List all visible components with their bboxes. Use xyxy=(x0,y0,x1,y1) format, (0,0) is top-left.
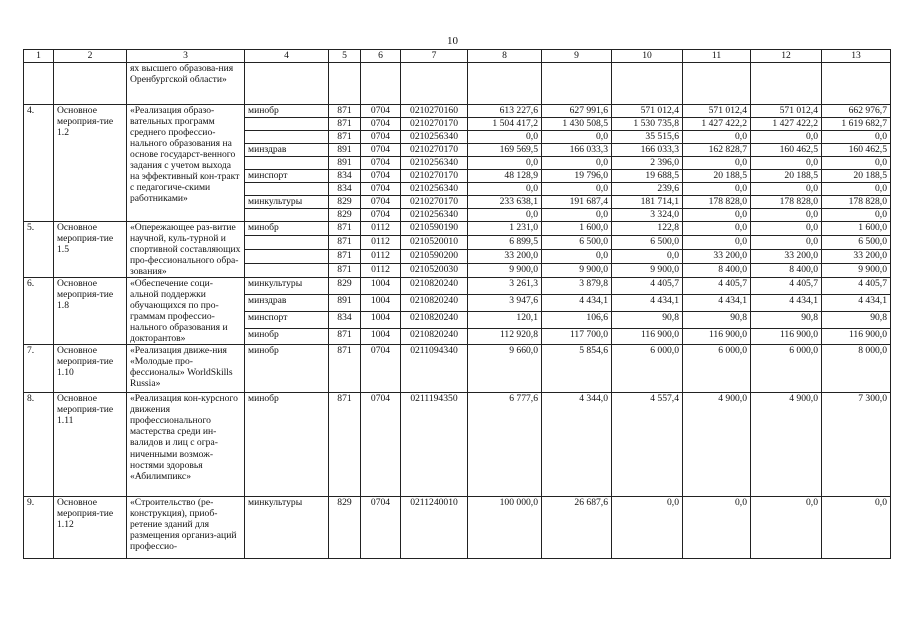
cell-value: 233 638,1 xyxy=(468,196,542,209)
cell-code: 0210820240 xyxy=(401,328,468,345)
cell-value: 0,0 xyxy=(542,183,612,196)
cell-executor xyxy=(245,209,329,222)
cell-name: «Строительство (ре-конструкция), приоб-ретение зданий для размещения организ-аций профессио- xyxy=(127,497,245,559)
cell-executor: минкультуры xyxy=(245,196,329,209)
cell-grbs: 829 xyxy=(329,278,361,295)
cell-value: 8 400,0 xyxy=(751,264,822,278)
cell-grbs: 891 xyxy=(329,157,361,170)
cell-value: 166 033,3 xyxy=(542,144,612,157)
cell-value: 1 530 735,8 xyxy=(612,118,683,131)
cell-value: 8 000,0 xyxy=(822,345,891,393)
cell-section: 0112 xyxy=(361,250,401,264)
cell-value: 0,0 xyxy=(683,157,751,170)
cell-value: 116 900,0 xyxy=(822,328,891,345)
cell-value: 4 900,0 xyxy=(683,393,751,497)
cell-no: 4. xyxy=(24,105,54,222)
cell-value: 6 899,5 xyxy=(468,236,542,250)
cell-value: 1 430 508,5 xyxy=(542,118,612,131)
cell-executor: минспорт xyxy=(245,170,329,183)
cell-value: 0,0 xyxy=(822,183,891,196)
cell-section: 0704 xyxy=(361,170,401,183)
cell-type: Основное мероприя-тие 1.10 xyxy=(54,345,127,393)
cell-executor: минобр xyxy=(245,328,329,345)
column-header: 5 xyxy=(329,50,361,63)
cell-grbs: 834 xyxy=(329,183,361,196)
cell-value: 0,0 xyxy=(683,209,751,222)
cell-name: «Опережающее раз-витие научной, куль-турной и спортивной составляющих про-фессионального обра-зования» xyxy=(127,222,245,278)
cell-grbs: 834 xyxy=(329,170,361,183)
cell-executor xyxy=(245,236,329,250)
table-row xyxy=(24,497,891,559)
cell-value: 4 405,7 xyxy=(822,278,891,295)
cell-value: 0,0 xyxy=(683,183,751,196)
cell-value: 0,0 xyxy=(468,157,542,170)
cell-grbs: 871 xyxy=(329,105,361,118)
cell-code: 0211240010 xyxy=(401,497,468,559)
cell-value: 191 687,4 xyxy=(542,196,612,209)
table-row xyxy=(24,222,891,236)
cell-value: 4 434,1 xyxy=(542,294,612,311)
cell-name: «Реализация движе-ния «Молодые про-фессионалы» WorldSkills Russia» xyxy=(127,345,245,393)
cell-section: 0704 xyxy=(361,209,401,222)
header-row xyxy=(24,50,891,63)
cell-value: 90,8 xyxy=(612,311,683,328)
cell-value: 166 033,3 xyxy=(612,144,683,157)
cell-value: 0,0 xyxy=(612,250,683,264)
cell-value: 6 000,0 xyxy=(612,345,683,393)
cell-no xyxy=(24,63,54,105)
cell-value: 0,0 xyxy=(542,157,612,170)
cell-grbs: 829 xyxy=(329,196,361,209)
cell-value: 4 434,1 xyxy=(612,294,683,311)
cell-type: Основное мероприя-тие 1.2 xyxy=(54,105,127,222)
cell-executor xyxy=(245,250,329,264)
cell-section: 0112 xyxy=(361,264,401,278)
cell-grbs: 829 xyxy=(329,497,361,559)
cell-value: 571 012,4 xyxy=(683,105,751,118)
cell-value: 160 462,5 xyxy=(822,144,891,157)
cell-value: 1 427 422,2 xyxy=(751,118,822,131)
cell-value: 1 619 682,7 xyxy=(822,118,891,131)
cell-value: 9 660,0 xyxy=(468,345,542,393)
column-header: 1 xyxy=(24,50,54,63)
cell-code: 0210256340 xyxy=(401,157,468,170)
cell-grbs: 871 xyxy=(329,222,361,236)
cell-value: 4 344,0 xyxy=(542,393,612,497)
cell-type: Основное мероприя-тие 1.12 xyxy=(54,497,127,559)
cell-grbs: 871 xyxy=(329,250,361,264)
table-row xyxy=(24,393,891,497)
cell-value: 5 854,6 xyxy=(542,345,612,393)
cell-value: 4 434,1 xyxy=(751,294,822,311)
cell-value: 0,0 xyxy=(542,250,612,264)
cell-name: ях высшего образова-ния Оренбургской области» xyxy=(127,63,245,105)
cell-grbs: 871 xyxy=(329,236,361,250)
cell-code: 0210820240 xyxy=(401,311,468,328)
cell-value: 116 900,0 xyxy=(751,328,822,345)
cell-type: Основное мероприя-тие 1.5 xyxy=(54,222,127,278)
cell-value: 116 900,0 xyxy=(683,328,751,345)
column-header: 3 xyxy=(127,50,245,63)
cell-section: 1004 xyxy=(361,294,401,311)
cell-value: 3 879,8 xyxy=(542,278,612,295)
cell-value: 0,0 xyxy=(822,131,891,144)
cell-value: 0,0 xyxy=(751,497,822,559)
cell-value: 571 012,4 xyxy=(612,105,683,118)
cell-value: 112 920,8 xyxy=(468,328,542,345)
cell-value: 0,0 xyxy=(751,209,822,222)
continuation-row xyxy=(24,63,891,105)
cell-value: 122,8 xyxy=(612,222,683,236)
cell-value: 4 557,4 xyxy=(612,393,683,497)
cell-section: 0704 xyxy=(361,196,401,209)
cell-value: 169 569,5 xyxy=(468,144,542,157)
table-row xyxy=(24,278,891,295)
cell-value: 0,0 xyxy=(751,222,822,236)
cell-section: 0112 xyxy=(361,236,401,250)
cell-value: 0,0 xyxy=(751,236,822,250)
cell-section: 0704 xyxy=(361,131,401,144)
cell-section: 0704 xyxy=(361,393,401,497)
cell-value: 6 500,0 xyxy=(542,236,612,250)
cell-value: 0,0 xyxy=(822,157,891,170)
cell-value: 9 900,0 xyxy=(612,264,683,278)
cell-value: 9 900,0 xyxy=(822,264,891,278)
cell-code: 0211094340 xyxy=(401,345,468,393)
cell-executor: минздрав xyxy=(245,294,329,311)
table-body xyxy=(24,50,891,559)
cell-code: 0210520030 xyxy=(401,264,468,278)
cell-section: 0112 xyxy=(361,222,401,236)
cell-section: 0704 xyxy=(361,345,401,393)
cell-value: 6 500,0 xyxy=(822,236,891,250)
cell-value: 33 200,0 xyxy=(751,250,822,264)
cell-value: 4 434,1 xyxy=(683,294,751,311)
column-header: 10 xyxy=(612,50,683,63)
cell-value: 0,0 xyxy=(683,131,751,144)
cell-value: 90,8 xyxy=(751,311,822,328)
cell-grbs: 891 xyxy=(329,144,361,157)
cell-value: 178 828,0 xyxy=(683,196,751,209)
cell-value: 106,6 xyxy=(542,311,612,328)
cell-grbs: 871 xyxy=(329,345,361,393)
budget-table xyxy=(23,49,891,559)
cell-value: 90,8 xyxy=(822,311,891,328)
cell-value: 6 000,0 xyxy=(683,345,751,393)
cell-value: 20 188,5 xyxy=(822,170,891,183)
cell-grbs: 871 xyxy=(329,264,361,278)
cell-grbs: 871 xyxy=(329,118,361,131)
cell-value: 4 405,7 xyxy=(751,278,822,295)
cell-code: 0210270170 xyxy=(401,118,468,131)
cell-section: 1004 xyxy=(361,278,401,295)
cell-no: 6. xyxy=(24,278,54,345)
cell-value: 627 991,6 xyxy=(542,105,612,118)
cell-value: 33 200,0 xyxy=(683,250,751,264)
cell-section: 0704 xyxy=(361,144,401,157)
cell-type: Основное мероприя-тие 1.11 xyxy=(54,393,127,497)
cell-value: 33 200,0 xyxy=(822,250,891,264)
cell-value: 178 828,0 xyxy=(822,196,891,209)
cell-section: 0704 xyxy=(361,118,401,131)
cell-code: 0210590190 xyxy=(401,222,468,236)
cell-value: 3 947,6 xyxy=(468,294,542,311)
column-header: 13 xyxy=(822,50,891,63)
cell-value: 26 687,6 xyxy=(542,497,612,559)
cell-value: 90,8 xyxy=(683,311,751,328)
cell-code: 0210256340 xyxy=(401,183,468,196)
cell-name: «Реализация кон-курсного движения профессионального мастерства среди ин-валидов и лиц с огра-ниченными возмож-ностями здоровья «Абилимпикс» xyxy=(127,393,245,497)
cell-value: 4 900,0 xyxy=(751,393,822,497)
cell-value: 0,0 xyxy=(468,183,542,196)
cell-name: «Реализация образо-вательных программ среднего профессио-нального образования на основе государст-венного задания с учетом выхода на эффективный кон-тракт с педагогиче-скими работниками» xyxy=(127,105,245,222)
column-header: 8 xyxy=(468,50,542,63)
cell-value: 613 227,6 xyxy=(468,105,542,118)
cell-executor xyxy=(245,118,329,131)
cell-section: 0704 xyxy=(361,183,401,196)
cell-value: 20 188,5 xyxy=(751,170,822,183)
cell-code: 0210820240 xyxy=(401,294,468,311)
cell-value: 0,0 xyxy=(751,157,822,170)
cell-value: 4 434,1 xyxy=(822,294,891,311)
cell-value: 35 515,6 xyxy=(612,131,683,144)
cell-value: 1 600,0 xyxy=(822,222,891,236)
cell-code: 0210256340 xyxy=(401,131,468,144)
cell-section: 1004 xyxy=(361,311,401,328)
cell-code: 0210270170 xyxy=(401,144,468,157)
cell-section: 1004 xyxy=(361,328,401,345)
cell-executor: минкультуры xyxy=(245,278,329,295)
cell-value: 160 462,5 xyxy=(751,144,822,157)
cell-value: 6 500,0 xyxy=(612,236,683,250)
cell-executor: минобр xyxy=(245,105,329,118)
table-row xyxy=(24,105,891,118)
cell-code: 0210520010 xyxy=(401,236,468,250)
cell-value: 0,0 xyxy=(468,131,542,144)
cell-code: 0210270160 xyxy=(401,105,468,118)
cell-type: Основное мероприя-тие 1.8 xyxy=(54,278,127,345)
cell-value: 33 200,0 xyxy=(468,250,542,264)
cell-value: 1 427 422,2 xyxy=(683,118,751,131)
cell-value: 3 324,0 xyxy=(612,209,683,222)
cell-code: 0210270170 xyxy=(401,196,468,209)
cell-value: 19 688,5 xyxy=(612,170,683,183)
cell-value: 48 128,9 xyxy=(468,170,542,183)
cell-value: 1 600,0 xyxy=(542,222,612,236)
column-header: 7 xyxy=(401,50,468,63)
cell-value: 4 405,7 xyxy=(683,278,751,295)
cell-section: 0704 xyxy=(361,105,401,118)
cell-value: 100 000,0 xyxy=(468,497,542,559)
cell-value: 181 714,1 xyxy=(612,196,683,209)
column-header: 9 xyxy=(542,50,612,63)
cell-value: 7 300,0 xyxy=(822,393,891,497)
cell-value: 162 828,7 xyxy=(683,144,751,157)
cell-value: 4 405,7 xyxy=(612,278,683,295)
cell-grbs: 829 xyxy=(329,209,361,222)
cell-value: 6 000,0 xyxy=(751,345,822,393)
cell-value: 20 188,5 xyxy=(683,170,751,183)
cell-value: 9 900,0 xyxy=(542,264,612,278)
cell-value: 1 504 417,2 xyxy=(468,118,542,131)
cell-value: 9 900,0 xyxy=(468,264,542,278)
cell-value: 0,0 xyxy=(468,209,542,222)
cell-value: 2 396,0 xyxy=(612,157,683,170)
cell-value: 3 261,3 xyxy=(468,278,542,295)
cell-no: 8. xyxy=(24,393,54,497)
cell-value: 0,0 xyxy=(612,497,683,559)
cell-type xyxy=(54,63,127,105)
cell-section: 0704 xyxy=(361,157,401,170)
column-header: 12 xyxy=(751,50,822,63)
cell-value: 0,0 xyxy=(542,131,612,144)
cell-executor: минкультуры xyxy=(245,497,329,559)
cell-executor: минобр xyxy=(245,222,329,236)
column-header: 4 xyxy=(245,50,329,63)
cell-value: 116 900,0 xyxy=(612,328,683,345)
cell-value: 0,0 xyxy=(542,209,612,222)
cell-name: «Обеспечение соци-альной поддержки обучающихся по про-граммам профессио-нального образования и докторантов» xyxy=(127,278,245,345)
cell-code: 0210270170 xyxy=(401,170,468,183)
cell-value: 662 976,7 xyxy=(822,105,891,118)
cell-executor: минобр xyxy=(245,345,329,393)
cell-value: 0,0 xyxy=(751,131,822,144)
cell-value: 1 231,0 xyxy=(468,222,542,236)
cell-value: 120,1 xyxy=(468,311,542,328)
column-header: 6 xyxy=(361,50,401,63)
cell-value: 0,0 xyxy=(751,183,822,196)
cell-grbs: 834 xyxy=(329,311,361,328)
cell-value: 0,0 xyxy=(822,497,891,559)
cell-value: 8 400,0 xyxy=(683,264,751,278)
cell-value: 178 828,0 xyxy=(751,196,822,209)
cell-executor xyxy=(245,183,329,196)
cell-grbs: 871 xyxy=(329,131,361,144)
cell-executor xyxy=(245,264,329,278)
cell-section: 0704 xyxy=(361,497,401,559)
cell-code: 0210256340 xyxy=(401,209,468,222)
cell-value: 239,6 xyxy=(612,183,683,196)
cell-executor: минспорт xyxy=(245,311,329,328)
cell-grbs: 891 xyxy=(329,294,361,311)
cell-executor: минобр xyxy=(245,393,329,497)
cell-code: 0210820240 xyxy=(401,278,468,295)
column-header: 2 xyxy=(54,50,127,63)
cell-value: 0,0 xyxy=(683,236,751,250)
cell-executor: минздрав xyxy=(245,144,329,157)
cell-no: 5. xyxy=(24,222,54,278)
cell-value: 0,0 xyxy=(683,222,751,236)
column-header: 11 xyxy=(683,50,751,63)
cell-value: 117 700,0 xyxy=(542,328,612,345)
cell-no: 7. xyxy=(24,345,54,393)
cell-executor xyxy=(245,157,329,170)
cell-value: 0,0 xyxy=(683,497,751,559)
cell-grbs: 871 xyxy=(329,393,361,497)
page-number: 10 xyxy=(447,35,458,47)
cell-executor xyxy=(245,131,329,144)
table-row xyxy=(24,345,891,393)
cell-no: 9. xyxy=(24,497,54,559)
cell-code: 0210590200 xyxy=(401,250,468,264)
cell-grbs: 871 xyxy=(329,328,361,345)
cell-value: 19 796,0 xyxy=(542,170,612,183)
cell-value: 6 777,6 xyxy=(468,393,542,497)
cell-code: 0211194350 xyxy=(401,393,468,497)
cell-value: 571 012,4 xyxy=(751,105,822,118)
cell-value: 0,0 xyxy=(822,209,891,222)
